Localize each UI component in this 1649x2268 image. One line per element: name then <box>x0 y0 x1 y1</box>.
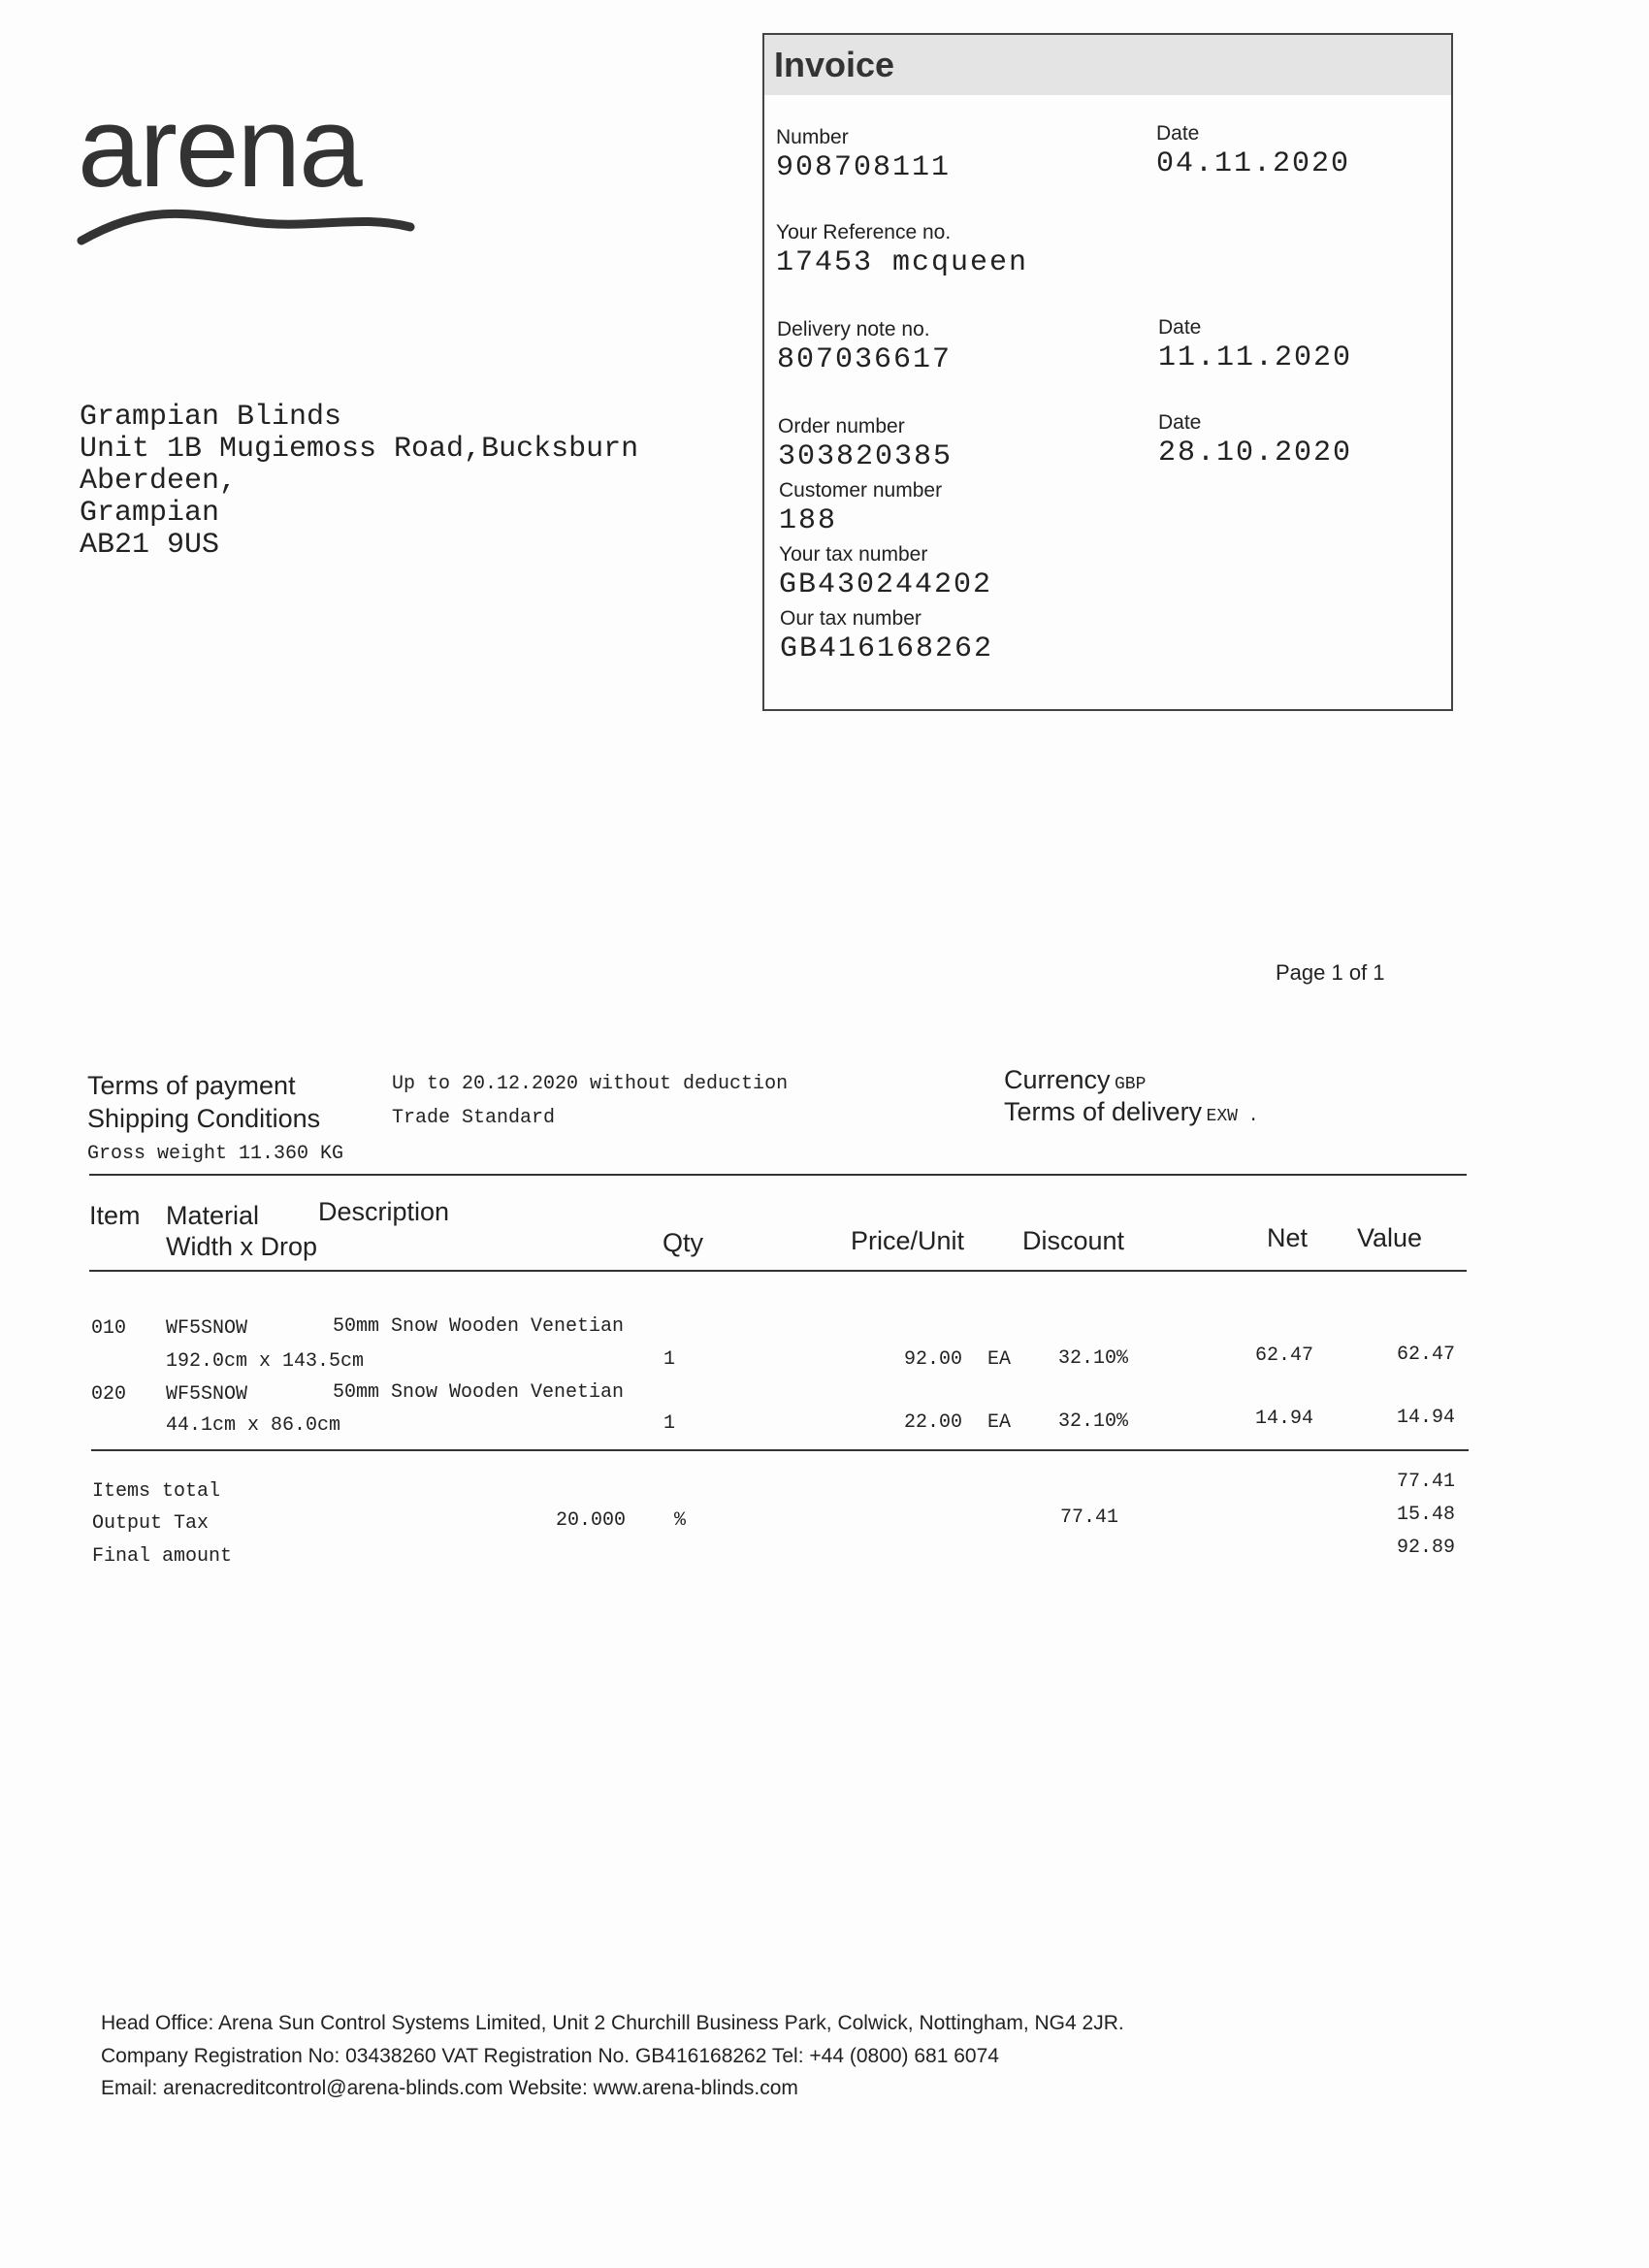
row-discount: 32.10% <box>1058 1347 1129 1370</box>
footer-head-office: Head Office: Arena Sun Control Systems Limited, Unit 2 Churchill Business Park, Colwick, Nottingham, NG4 2JR. <box>101 2012 1124 2034</box>
row-material: WF5SNOW <box>166 1317 248 1340</box>
order-value: 303820385 <box>778 440 954 473</box>
row-material: WF5SNOW <box>166 1383 248 1406</box>
delivery-date-label: Date <box>1158 316 1202 339</box>
address-line: Grampian <box>80 497 220 530</box>
terms-delivery <box>1004 1097 1259 1127</box>
invoice-date: 04.11.2020 <box>1156 147 1351 180</box>
header-qty: Qty <box>663 1228 704 1257</box>
row-size: 44.1cm x 86.0cm <box>166 1414 341 1437</box>
divider <box>91 1449 1469 1451</box>
items-total-value: 77.41 <box>1396 1471 1455 1493</box>
tax-rate: 20.000 <box>556 1509 627 1532</box>
address-line: Grampian Blinds <box>80 401 342 434</box>
reference-label: Your Reference no. <box>776 221 952 243</box>
invoice-details-box <box>762 33 1453 711</box>
header-value: Value <box>1357 1223 1423 1252</box>
reference-value: 17453 mcqueen <box>776 246 1029 279</box>
tax-percent: % <box>674 1509 687 1532</box>
shipping-value: Trade Standard <box>392 1107 556 1129</box>
header-item: Item <box>89 1201 141 1230</box>
order-date: 28.10.2020 <box>1158 437 1353 470</box>
header-description: Description <box>318 1197 450 1226</box>
address-line: AB21 9US <box>80 529 220 562</box>
row-unit: EA <box>987 1348 1012 1371</box>
row-price: 22.00 <box>903 1411 962 1434</box>
terms-delivery-value: EXW . <box>1206 1107 1259 1126</box>
output-tax-label: Output Tax <box>92 1512 210 1535</box>
currency <box>1004 1065 1146 1095</box>
row-unit: EA <box>987 1411 1012 1434</box>
delivery-note-value: 807036617 <box>777 343 953 376</box>
header-width-drop: Width x Drop <box>166 1232 318 1261</box>
order-date-label: Date <box>1158 411 1202 434</box>
row-item: 010 <box>91 1317 127 1340</box>
final-amount-value: 92.89 <box>1396 1537 1455 1559</box>
our-tax-value: GB416168262 <box>780 632 994 665</box>
terms-payment-label: Terms of payment <box>87 1071 296 1100</box>
divider <box>89 1174 1467 1176</box>
row-price: 92.00 <box>903 1348 962 1371</box>
header-material: Material <box>166 1201 260 1230</box>
footer-contact: Email: arenacreditcontrol@arena-blinds.com Website: www.arena-blinds.com <box>101 2077 798 2099</box>
row-item: 020 <box>91 1383 127 1406</box>
terms-delivery-label: Terms of delivery <box>1004 1097 1203 1126</box>
row-qty: 1 <box>663 1412 676 1435</box>
final-amount-label: Final amount <box>92 1545 233 1568</box>
currency-value: GBP <box>1114 1075 1147 1094</box>
svg-text:arena: arena <box>78 97 361 211</box>
row-net: 14.94 <box>1254 1408 1313 1430</box>
gross-weight: Gross weight 11.360 KG <box>87 1143 344 1165</box>
your-tax-label: Your tax number <box>779 543 928 566</box>
date-label: Date <box>1156 122 1200 145</box>
shipping-label: Shipping Conditions <box>87 1104 321 1133</box>
divider <box>89 1270 1467 1272</box>
row-net: 62.47 <box>1254 1345 1313 1367</box>
terms-payment-value: Up to 20.12.2020 without deduction <box>392 1073 789 1095</box>
invoice-title: Invoice <box>774 45 895 84</box>
row-discount: 32.10% <box>1058 1410 1129 1433</box>
row-description: 50mm Snow Wooden Venetian <box>333 1315 625 1338</box>
customer-label: Customer number <box>779 479 943 502</box>
customer-value: 188 <box>779 504 838 537</box>
items-total-label: Items total <box>92 1480 221 1503</box>
header-discount: Discount <box>1022 1226 1125 1255</box>
header-net: Net <box>1267 1223 1309 1252</box>
row-size: 192.0cm x 143.5cm <box>166 1350 365 1373</box>
your-tax-value: GB430244202 <box>779 568 993 601</box>
invoice-number: 908708111 <box>776 151 952 184</box>
our-tax-label: Our tax number <box>780 607 922 630</box>
address-line: Aberdeen, <box>80 465 238 498</box>
number-label: Number <box>776 126 849 148</box>
tax-value: 15.48 <box>1396 1504 1455 1526</box>
row-description: 50mm Snow Wooden Venetian <box>333 1381 625 1404</box>
currency-label: Currency <box>1004 1065 1111 1094</box>
page-indicator: Page 1 of 1 <box>1276 960 1385 985</box>
order-label: Order number <box>778 415 905 437</box>
arena-logo <box>76 97 425 252</box>
header-price: Price/Unit <box>851 1226 965 1255</box>
row-qty: 1 <box>663 1348 676 1371</box>
delivery-note-label: Delivery note no. <box>777 318 930 340</box>
row-value: 14.94 <box>1396 1407 1455 1429</box>
footer-registration: Company Registration No: 03438260 VAT Registration No. GB416168262 Tel: +44 (0800) 681 6074 <box>101 2045 999 2067</box>
customer-address <box>80 402 638 562</box>
delivery-date: 11.11.2020 <box>1158 341 1353 374</box>
address-line: Unit 1B Mugiemoss Road,Bucksburn <box>80 433 639 466</box>
row-value: 62.47 <box>1396 1344 1455 1366</box>
tax-base: 77.41 <box>1060 1507 1119 1529</box>
